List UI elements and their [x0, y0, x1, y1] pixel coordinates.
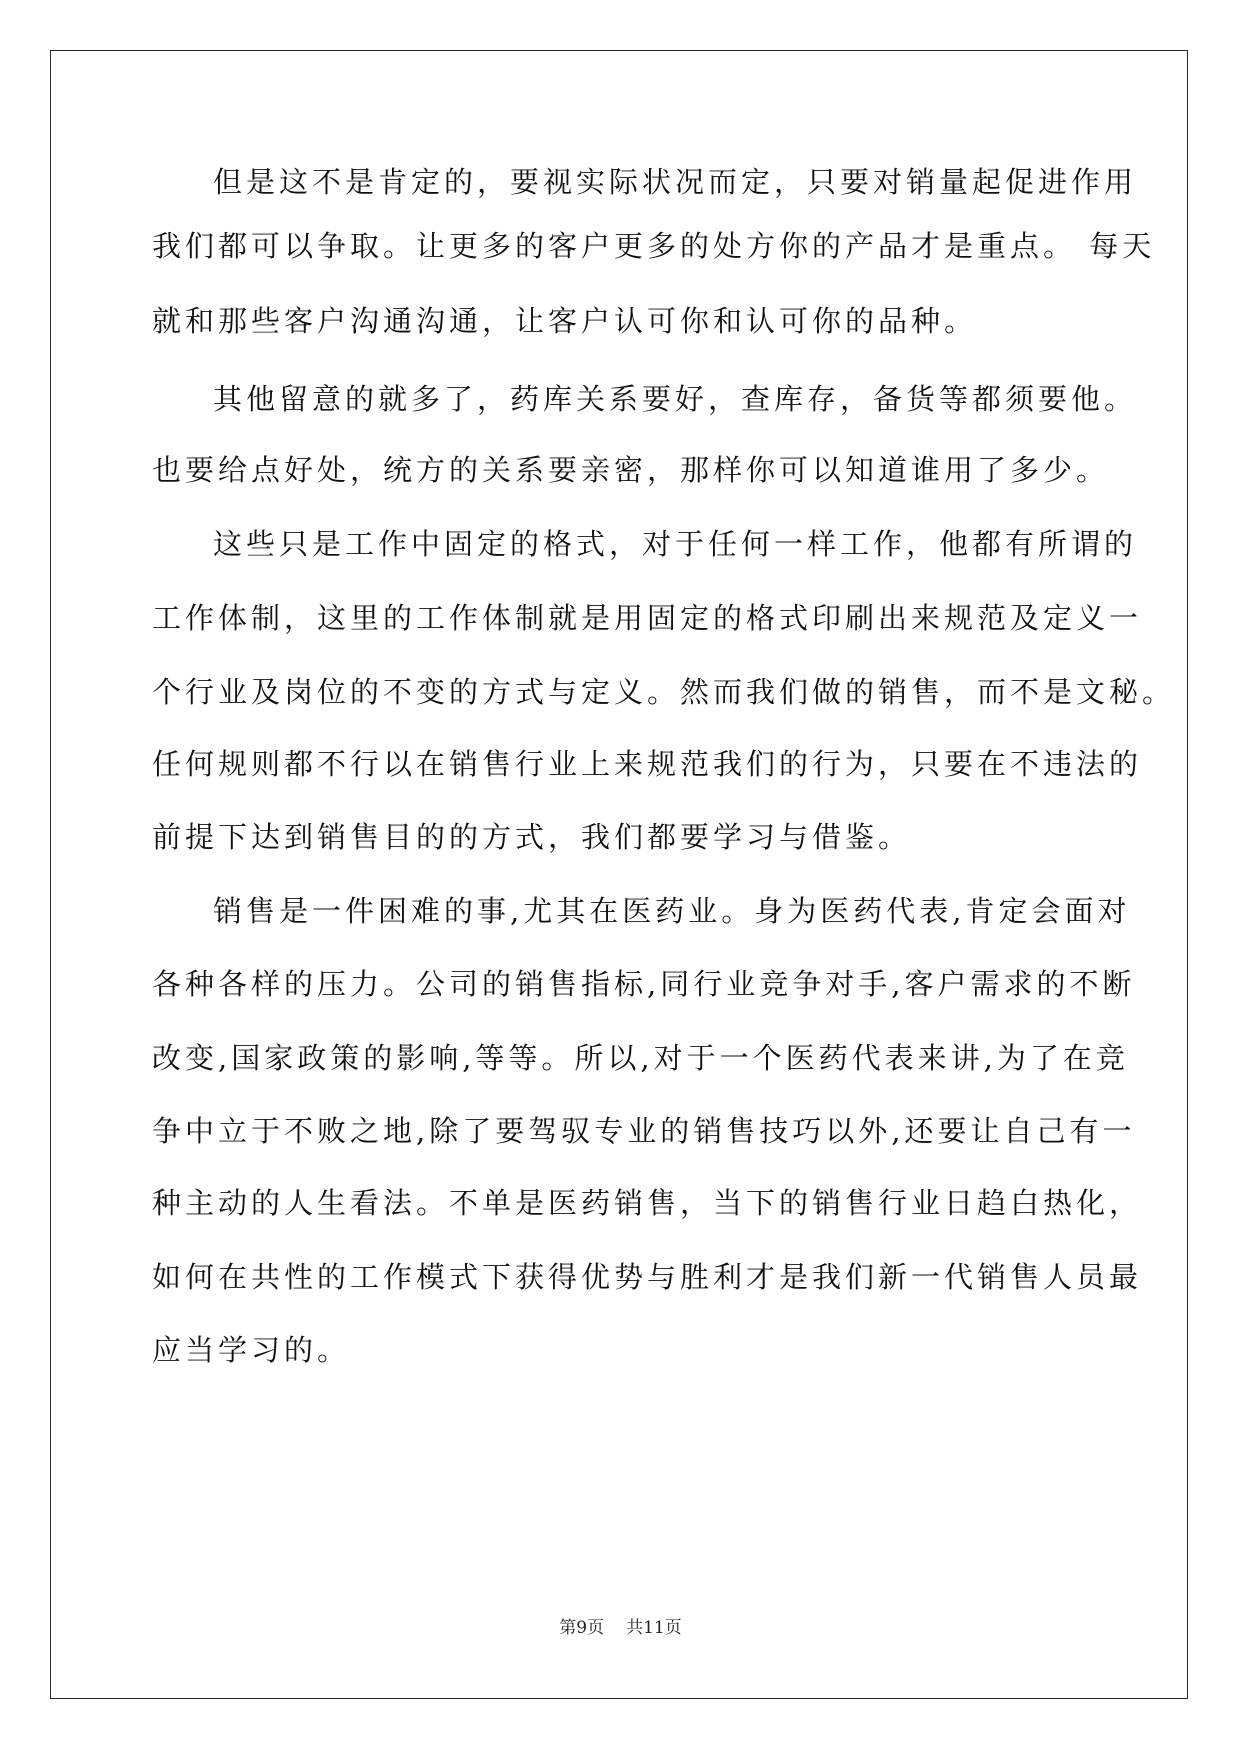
paragraph-line: 各种各样的压力。公司的销售指标,同行业竞争对手,客户需求的不断	[152, 967, 1136, 1001]
paragraph-line: 任何规则都不行以在销售行业上来规范我们的行为，只要在不违法的	[152, 747, 1143, 781]
page-total: 共11页	[626, 1618, 682, 1638]
paragraph-line: 争中立于不败之地,除了要驾驭专业的销售技巧以外,还要让自己有一	[152, 1114, 1136, 1148]
paragraph-line: 如何在共性的工作模式下获得优势与胜利才是我们新一代销售人员最	[152, 1260, 1143, 1294]
paragraph-line: 应当学习的。	[152, 1333, 351, 1367]
paragraph-line: 改变,国家政策的影响,等等。所以,对于一个医药代表来讲,为了在竞	[152, 1041, 1129, 1075]
paragraph-line: 种主动的人生看法。不单是医药销售，当下的销售行业日趋白热化，	[152, 1186, 1143, 1220]
paragraph-line: 前提下达到销售目的的方式，我们都要学习与借鉴。	[152, 820, 912, 854]
page-border	[50, 50, 1188, 1699]
paragraph-line: 但是这不是肯定的，要视实际状况而定，只要对销量起促进作用	[213, 165, 1138, 199]
paragraph-line: 其他留意的就多了，药库关系要好，查库存，备货等都须要他。	[213, 382, 1138, 416]
paragraph-line: 就和那些客户沟通沟通，让客户认可你和认可你的品种。	[152, 304, 978, 338]
paragraph-line: 也要给点好处，统方的关系要亲密，那样你可以知道谁用了多少。	[152, 453, 1110, 487]
paragraph-line: 销售是一件困难的事,尤其在医药业。身为医药代表,肯定会面对	[213, 894, 1131, 928]
paragraph-line: 工作体制，这里的工作体制就是用固定的格式印刷出来规范及定义一	[152, 601, 1143, 635]
paragraph-line: 个行业及岗位的不变的方式与定义。然而我们做的销售，而不是文秘。	[152, 675, 1176, 709]
page-number: 第9页	[559, 1618, 605, 1638]
page-footer	[0, 1616, 1241, 1640]
paragraph-line: 这些只是工作中固定的格式，对于任何一样工作，他都有所谓的	[213, 527, 1138, 561]
paragraph-line: 我们都可以争取。让更多的客户更多的处方你的产品才是重点。 每天	[152, 229, 1156, 263]
